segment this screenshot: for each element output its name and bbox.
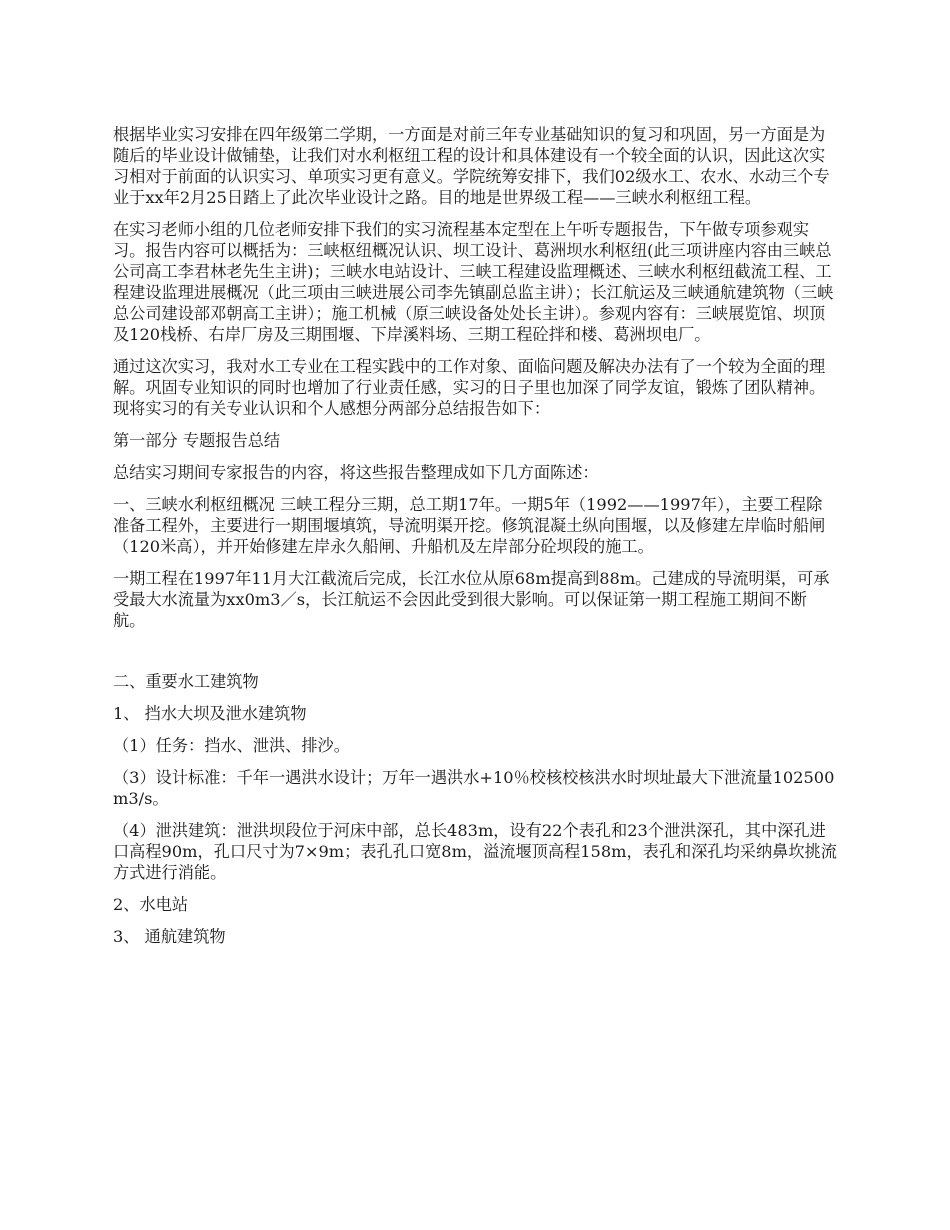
list-item-spillway: （4）泄洪建筑：泄洪坝段位于河床中部，总长483m，设有22个表孔和23个泄洪深孔，其中深孔进口高程90m，孔口尺寸为7×9m；表孔孔口宽8m，溢流堰顶高程158m，表孔和深孔均采纳鼻坎挑流方式进行消能。 bbox=[113, 821, 837, 882]
paragraph-summary: 通过这次实习，我对水工专业在工程实践中的工作对象、面临问题及解决办法有了一个较为全面的理解。巩固专业知识的同时也增加了行业责任感，实习的日子里也加深了同学友谊，锻炼了团队精神。现将实习的有关专业认识和个人感想分两部分总结报告如下： bbox=[113, 357, 826, 418]
paragraph-report-overview: 总结实习期间专家报告的内容，将这些报告整理成如下几方面陈述： bbox=[113, 463, 599, 482]
paragraph-project-overview: 一、三峡水利枢纽概况 三峡工程分三期，总工期17年。一期5年（1992——1997年），主要工程除准备工程外，主要进行一期围堰填筑，导流明渠开挖。修筑混凝土纵向围堰，以及修建左岸临时船闸（120米高），并开始修建左岸永久船闸、升船机及左岸部分砼坝段的施工。 bbox=[113, 495, 826, 556]
paragraph-intro: 根据毕业实习安排在四年级第二学期，一方面是对前三年专业基础知识的复习和巩固，另一方面是为随后的毕业设计做铺垫，让我们对水利枢纽工程的设计和具体建设有一个较全面的认识，因此这次实习相对于前面的认识实习、单项实习更有意义。学院统筹安排下，我们02级水工、农水、水动三个专业于xx年2月25日踏上了此次毕业设计之路。目的地是世界级工程——三峡水利枢纽工程。 bbox=[113, 125, 830, 207]
section-heading-hydraulic-structures: 二、重要水工建筑物 bbox=[113, 672, 259, 691]
document-body bbox=[113, 124, 838, 958]
list-item-task: （1）任务：挡水、泄洪、排沙。 bbox=[113, 736, 350, 755]
section-heading-part-one: 第一部分 专题报告总结 bbox=[113, 431, 281, 450]
paragraph-schedule: 在实习老师小组的几位老师安排下我们的实习流程基本定型在上午听专题报告，下午做专项参观实习。报告内容可以概括为：三峡枢纽概况认识、坝工设计、葛洲坝水利枢纽(此三项讲座内容由三峡总公司高工李君林老先生主讲)；三峡水电站设计、三峡工程建设监理概述、三峡水利枢纽截流工程、工程建设监理进展概况（此三项由三峡进展公司李先镇副总监主讲）；长江航运及三峡通航建筑物（三峡总公司建设部邓朝高工主讲）；施工机械（原三峡设备处处长主讲）。参观内容有：三峡展览馆、坝顶及120栈桥、右岸厂房及三期围堰、下岸溪料场、三期工程砼拌和楼、葛洲坝电厂。 bbox=[113, 220, 834, 344]
paragraph-phase-one: 一期工程在1997年11月大江截流后完成，长江水位从原68m提高到88m。己建成的导流明渠，可承受最大水流量为xx0m3／s，长江航运不会因此受到很大影响。可以保证第一期工程施工期间不断航。 bbox=[113, 569, 830, 630]
list-item-design-standard: （3）设计标准：千年一遇洪水设计；万年一遇洪水+10％校核校核洪水时坝址最大下泄流量102500m3/s。 bbox=[113, 768, 835, 808]
subheading-navigation-structures: 3、 通航建筑物 bbox=[113, 927, 226, 946]
subheading-hydropower-station: 2、水电站 bbox=[113, 895, 189, 914]
subheading-dam: 1、 挡水大坝及泄水建筑物 bbox=[113, 704, 307, 723]
